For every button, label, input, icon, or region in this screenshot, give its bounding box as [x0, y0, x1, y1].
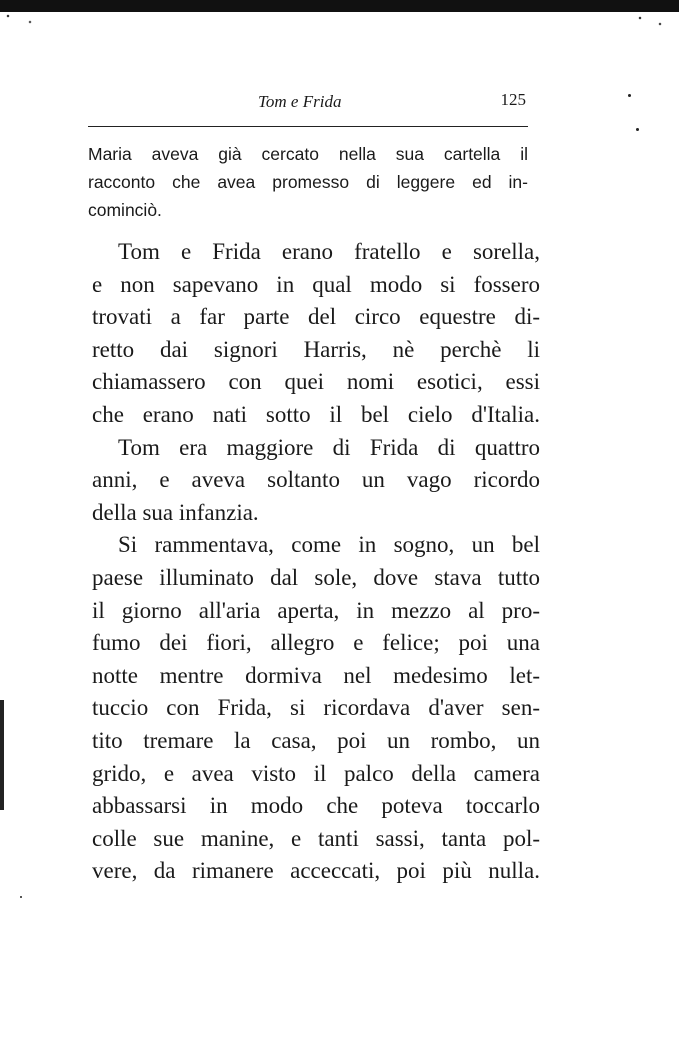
text-line: che erano nati sotto il bel cielo d'Italia.: [92, 401, 540, 427]
text-line: della sua infanzia.: [92, 499, 259, 525]
text-line: tuccio con Frida, si ricordava d'aver sen-: [92, 695, 540, 721]
scan-speck: [636, 128, 639, 131]
running-head: [88, 88, 528, 118]
intro-line: cominciò.: [88, 200, 162, 220]
intro-line: racconto che avea promesso di leggere ed in-: [88, 172, 528, 192]
text-line: abbassarsi in modo che poteva toccarlo: [92, 793, 540, 819]
scan-noise: [0, 12, 679, 28]
header-rule: [88, 126, 528, 127]
text-line: colle sue manine, e tanti sassi, tanta pol-: [92, 825, 540, 851]
page-number: 125: [500, 90, 526, 109]
text-line: grido, e avea visto il palco della camera: [92, 760, 540, 786]
intro-line: Maria aveva già cercato nella sua cartella il: [88, 144, 528, 164]
text-line: Tom e Frida erano fratello e sorella,: [118, 239, 540, 264]
intro-paragraph: [88, 140, 528, 224]
text-line: tito tremare la casa, poi un rombo, un: [92, 727, 540, 753]
text-line: chiamassero con quei nomi esotici, essi: [92, 369, 540, 395]
text-line: retto dai signori Harris, nè perchè li: [92, 336, 540, 362]
text-line: vere, da rimanere acceccati, poi più nulla.: [92, 858, 540, 884]
text-line: trovati a far parte del circo equestre di-: [92, 304, 540, 330]
text-line: notte mentre dormiva nel medesimo let-: [92, 662, 540, 688]
text-line: il giorno all'aria aperta, in mezzo al pro-: [92, 597, 540, 623]
running-head-title: Tom e Frida: [258, 92, 342, 111]
scan-top-edge: [0, 0, 679, 12]
scan-speck: [628, 94, 631, 97]
scan-speck: [20, 896, 22, 898]
text-line: e non sapevano in qual modo si fossero: [92, 271, 540, 297]
text-line: Tom era maggiore di Frida di quattro: [118, 434, 540, 460]
text-line: Si rammentava, come in sogno, un bel: [118, 532, 540, 558]
story-text: [92, 236, 540, 888]
text-line: fumo dei fiori, allegro e felice; poi una: [92, 630, 540, 656]
scan-left-edge: [0, 700, 4, 810]
text-line: anni, e aveva soltanto un vago ricordo: [92, 467, 540, 493]
text-line: paese illuminato dal sole, dove stava tutto: [92, 564, 540, 590]
